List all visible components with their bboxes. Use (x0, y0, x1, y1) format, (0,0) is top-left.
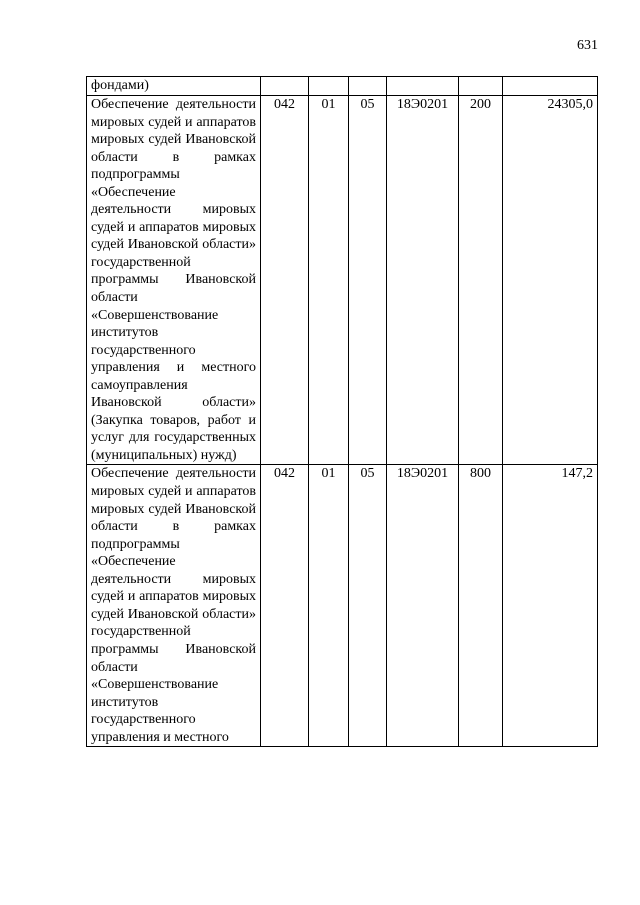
target-cell: 18Э0201 (387, 96, 459, 465)
target-cell: 18Э0201 (387, 465, 459, 747)
description-cell: Обеспечение деятельности мировых судей и аппаратов мировых судей Ивановской области в рамках подпрограммы «Обеспечение деятельности мировых судей и аппаратов мировых судей Ивановской области» государственной программы Ивановской области «Совершенствование институтов государственного управления и местного самоуправления Ивановской области» (Закупка товаров, работ и услуг для государственных (муниципальных) нужд) (87, 96, 261, 465)
page-number: 631 (577, 38, 598, 53)
expense-type-cell: 800 (459, 465, 503, 747)
ministry-cell: 042 (261, 465, 309, 747)
section-cell: 01 (309, 465, 349, 747)
ministry-cell: 042 (261, 96, 309, 465)
section-cell: 01 (309, 96, 349, 465)
description-cell: фондами) (87, 77, 261, 96)
expense-type-cell: 200 (459, 96, 503, 465)
table-row-continuation (87, 77, 598, 96)
table-row (87, 465, 598, 747)
amount-cell: 147,2 (503, 465, 598, 747)
section-cell (309, 77, 349, 96)
target-cell (387, 77, 459, 96)
amount-cell (503, 77, 598, 96)
budget-table (86, 76, 598, 747)
ministry-cell (261, 77, 309, 96)
expense-type-cell (459, 77, 503, 96)
description-cell: Обеспечение деятельности мировых судей и аппаратов мировых судей Ивановской области в рамках подпрограммы «Обеспечение деятельности мировых судей и аппаратов мировых судей Ивановской области» государственной программы Ивановской области «Совершенствование институтов государственного управления и местного (87, 465, 261, 747)
amount-cell: 24305,0 (503, 96, 598, 465)
subsection-cell: 05 (349, 465, 387, 747)
subsection-cell: 05 (349, 96, 387, 465)
subsection-cell (349, 77, 387, 96)
table-row (87, 96, 598, 465)
